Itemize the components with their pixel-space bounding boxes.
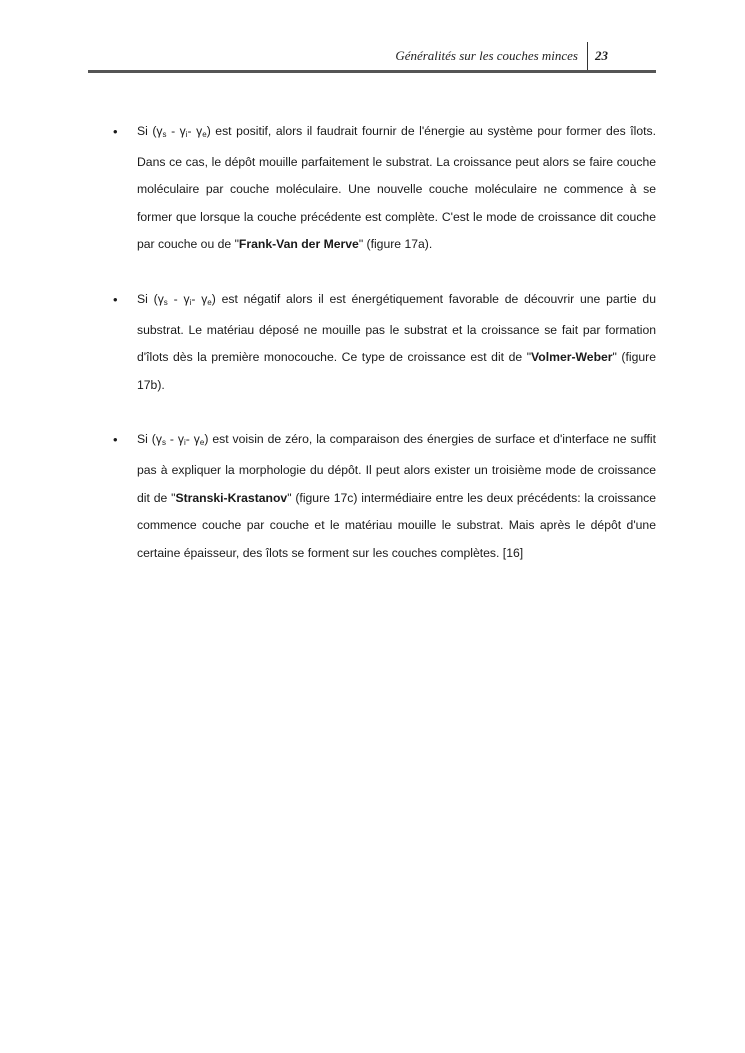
model-name: Stranski-Krastanov: [175, 490, 288, 505]
header-rule: [88, 70, 656, 73]
paragraph: Si ($\gamma_s - \gamma_i-$ $\gamma_e$) est positif, alors il faudrait fournir de l'énergie au système pour former des îlots. Dans ce cas, le dépôt mouille parfaitement le substrat. La croissance peut alors se faire couche moléculaire par couche moléculaire. Une nouvelle couche moléculaire ne commence à se former que lorsque la couche précédente est complète. C'est le mode de croissance dit couche par couche ou de "Frank-Van der Merve" (figure 17a).: [137, 124, 656, 252]
bullet-item-stranski-krastanov: [111, 426, 656, 567]
header-separator: [587, 42, 588, 70]
paragraph: Si ($\gamma_s - \gamma_i-$ $\gamma_e$) est voisin de zéro, la comparaison des énergies de surface et d'interface ne suffit pas à expliquer la morphologie du dépôt. Il peut alors exister un troisième mode de croissance dit de "Stranski-Krastanov" (figure 17c) intermédiaire entre les deux précédents: la croissance commence couche par couche et le matériau mouille le substrat. Mais après le dépôt d'une certaine épaisseur, des îlots se forment sur les couches complètes. [16]: [137, 432, 656, 560]
header-title: Généralités sur les couches minces: [395, 48, 578, 63]
bullet-item-volmer-weber: [111, 286, 656, 399]
bullet-icon: •: [113, 291, 118, 307]
bullet-icon: •: [113, 124, 118, 139]
bullet-icon: •: [113, 432, 118, 448]
page-header: [88, 44, 656, 72]
bullet-item-frank-van-der-merve: [111, 118, 656, 259]
page-number: 23: [595, 48, 608, 63]
model-name: Volmer-Weber: [531, 350, 613, 365]
model-name: Frank-Van der Merve: [238, 237, 359, 252]
body-content: [111, 118, 656, 594]
paragraph: Si ($\gamma_s - \gamma_i-$ $\gamma_e$) est négatif alors il est énergétiquement favorable de découvrir une partie du substrat. Le matériau déposé ne mouille pas le substrat et la croissance se fait par formation d'îlots dès la première monocouche. Ce type de croissance est dit de "Volmer-Weber" (figure 17b).: [137, 291, 656, 392]
